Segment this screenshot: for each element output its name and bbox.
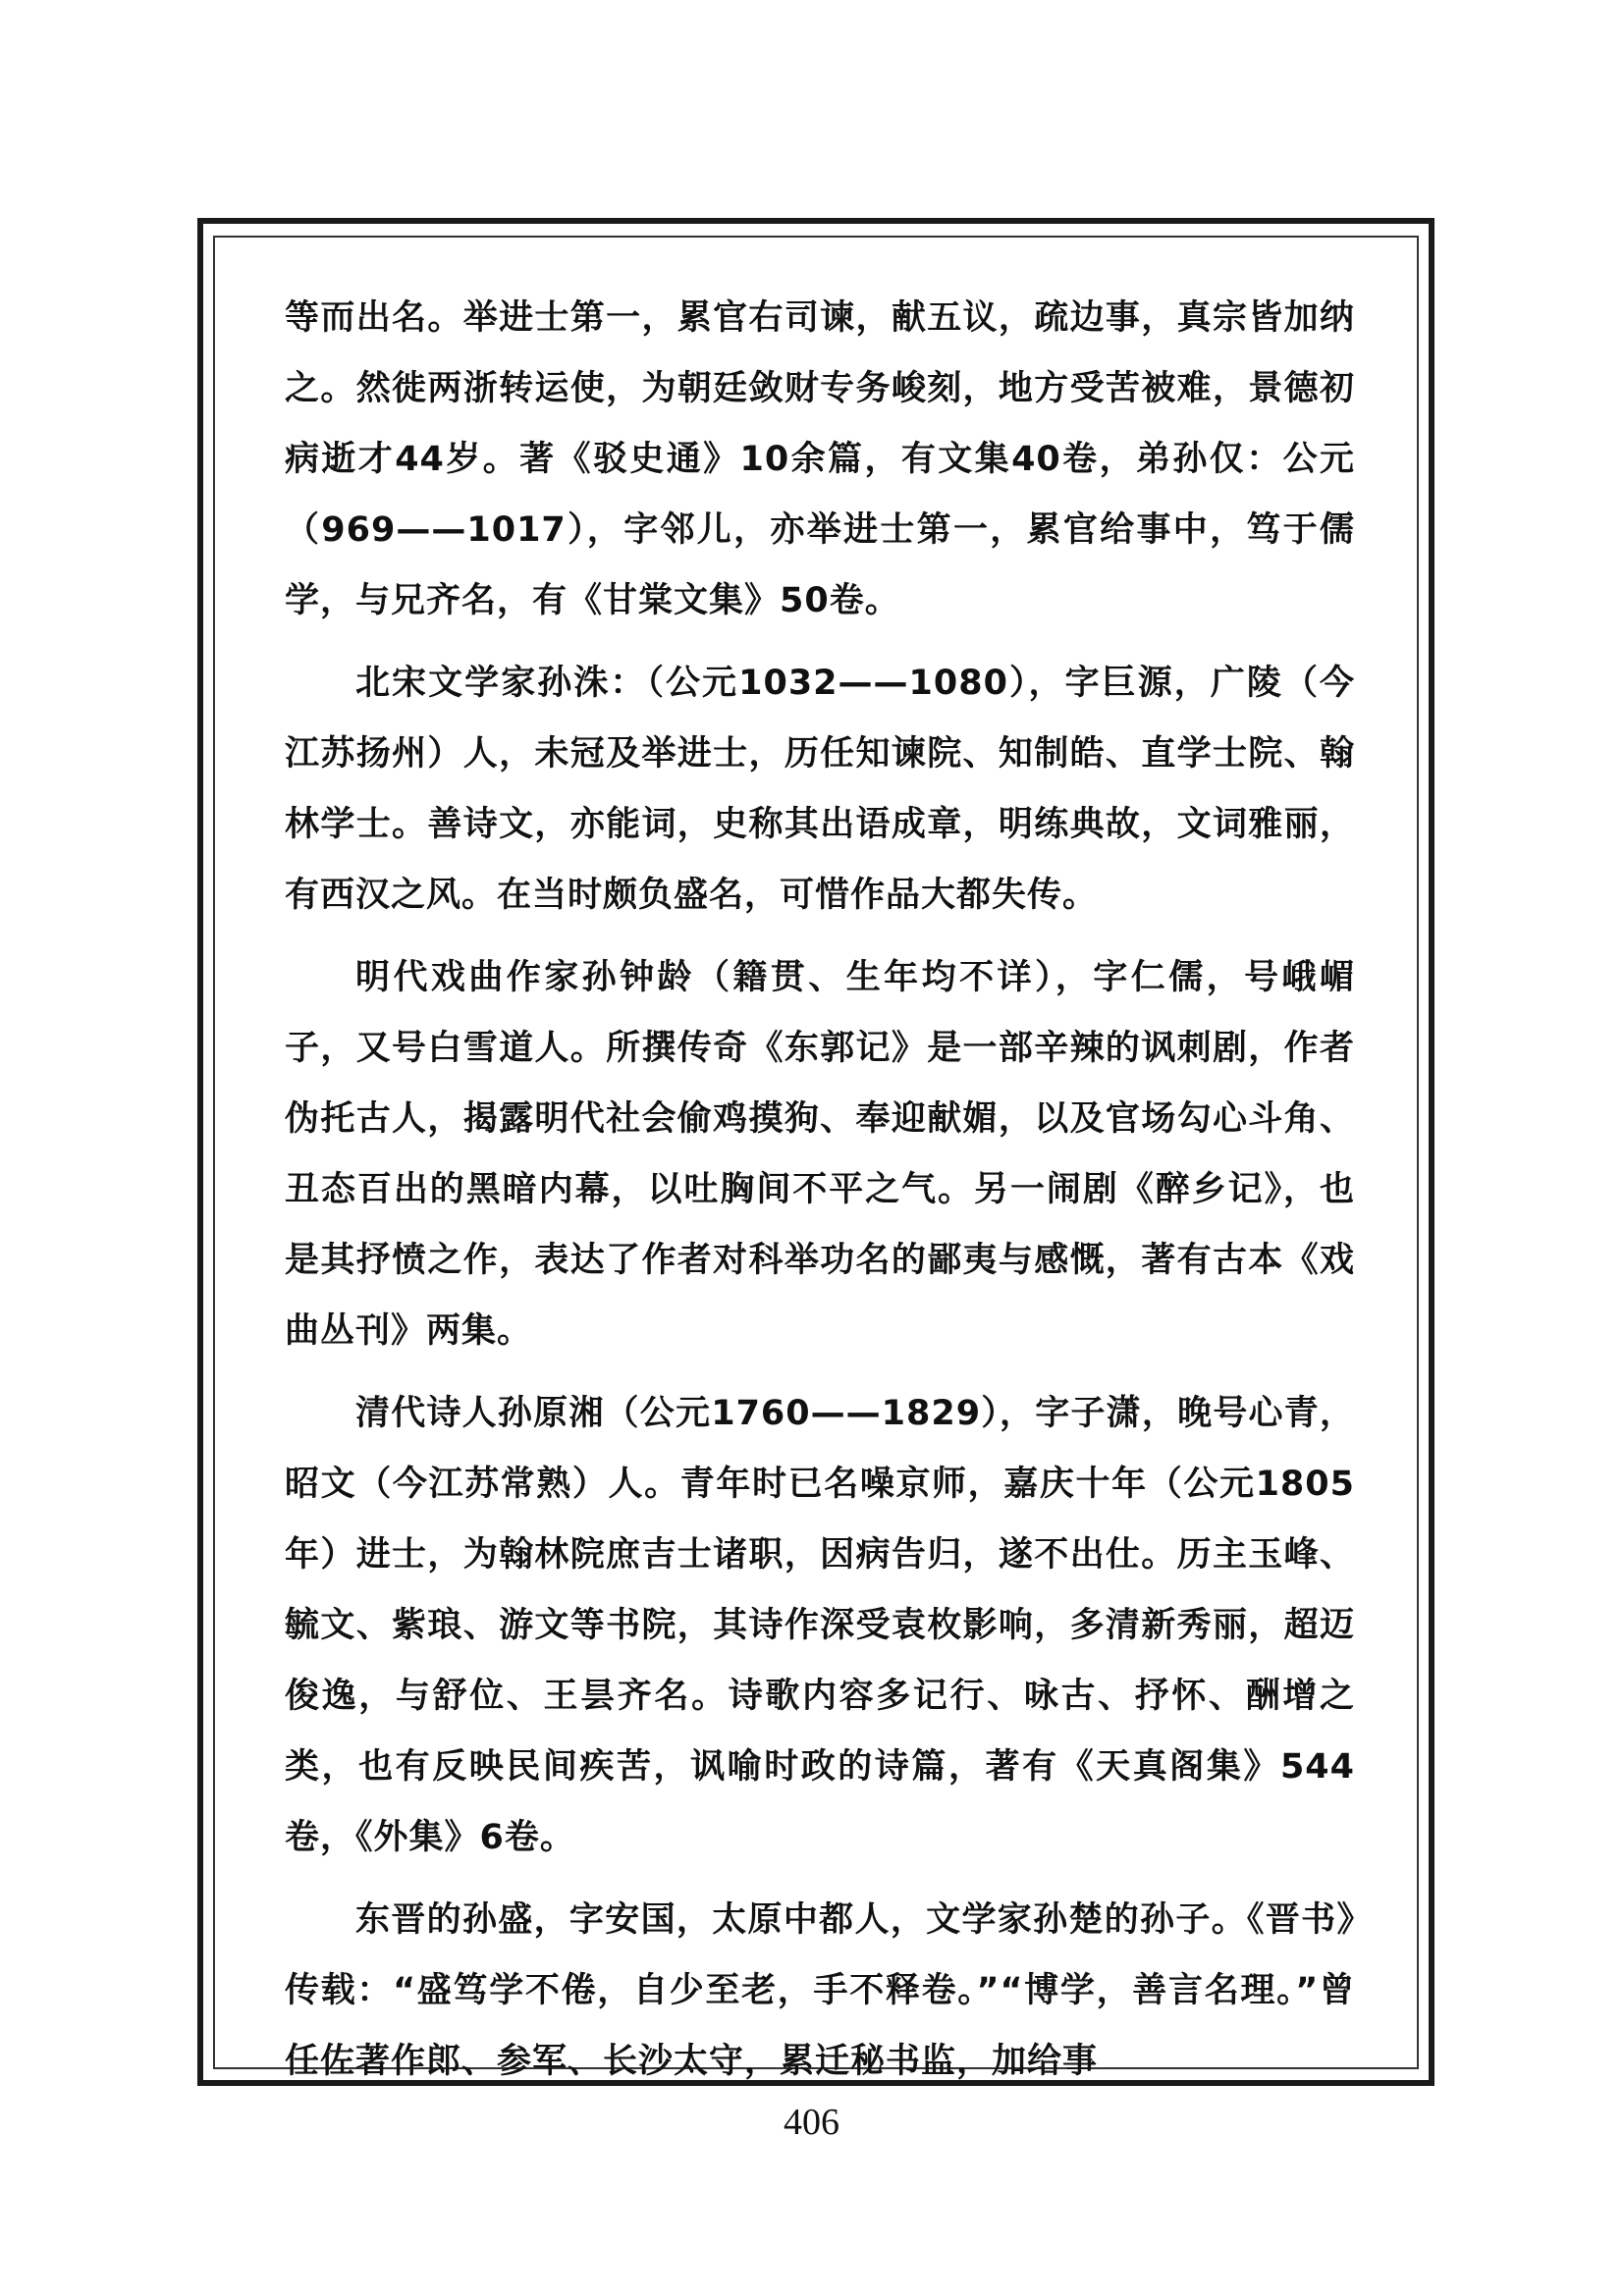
paragraph-2: 北宋文学家孙洙：（公元1032——1080），字巨源，广陵（今江苏扬州）人，未冠及举进士，历任知谏院、知制皓、直学士院、翰林学士。善诗文，亦能词，史称其出语成章，明练典故，文词雅丽，有西汉之风。在当时颇负盛名，可惜作品大都失传。	[285, 664, 1355, 915]
paragraph-3: 明代戏曲作家孙钟龄（籍贯、生年均不详），字仁儒，号峨嵋子，又号白雪道人。所撰传奇《东郭记》是一部辛辣的讽刺剧，作者伪托古人，揭露明代社会偷鸡摸狗、奉迎献媚，以及官场勾心斗角、丑态百出的黑暗内幕，以吐胸间不平之气。另一闹剧《醉乡记》，也是其抒愤之作，表达了作者对科举功名的鄙夷与感慨，著有古本《戏曲丛刊》两集。	[285, 958, 1355, 1351]
page-number: 406	[784, 2102, 839, 2143]
body-text	[285, 283, 1355, 2109]
paragraph-1: 等而出名。举进士第一，累官右司谏，献五议，疏边事，真宗皆加纳之。然徙两浙转运使，为朝廷敛财专务峻刻，地方受苦被难，景德初病逝才44岁。著《驳史通》10余篇，有文集40卷，弟孙仅：公元（969——1017），字邻儿，亦举进士第一，累官给事中，笃于儒学，与兄齐名，有《甘棠文集》50卷。	[285, 298, 1355, 620]
paragraph-4: 清代诗人孙原湘（公元1760——1829），字子潇，晚号心青，昭文（今江苏常熟）人。青年时已名噪京师，嘉庆十年（公元1805年）进士，为翰林院庶吉士诸职，因病告归，遂不出仕。历主玉峰、毓文、紫琅、游文等书院，其诗作深受袁枚影响，多清新秀丽，超迈俊逸，与舒位、王昙齐名。诗歌内容多记行、咏古、抒怀、酬增之类，也有反映民间疾苦，讽喻时政的诗篇，著有《天真阁集》544卷，《外集》6卷。	[285, 1394, 1355, 1857]
paragraph-5: 东晋的孙盛，字安国，太原中都人，文学家孙楚的孙子。《晋书》传载：“盛笃学不倦，自少至老，手不释卷。”“博学，善言名理。”曾任佐著作郎、参军、长沙太守，累迁秘书监，加给事	[285, 1900, 1355, 2081]
